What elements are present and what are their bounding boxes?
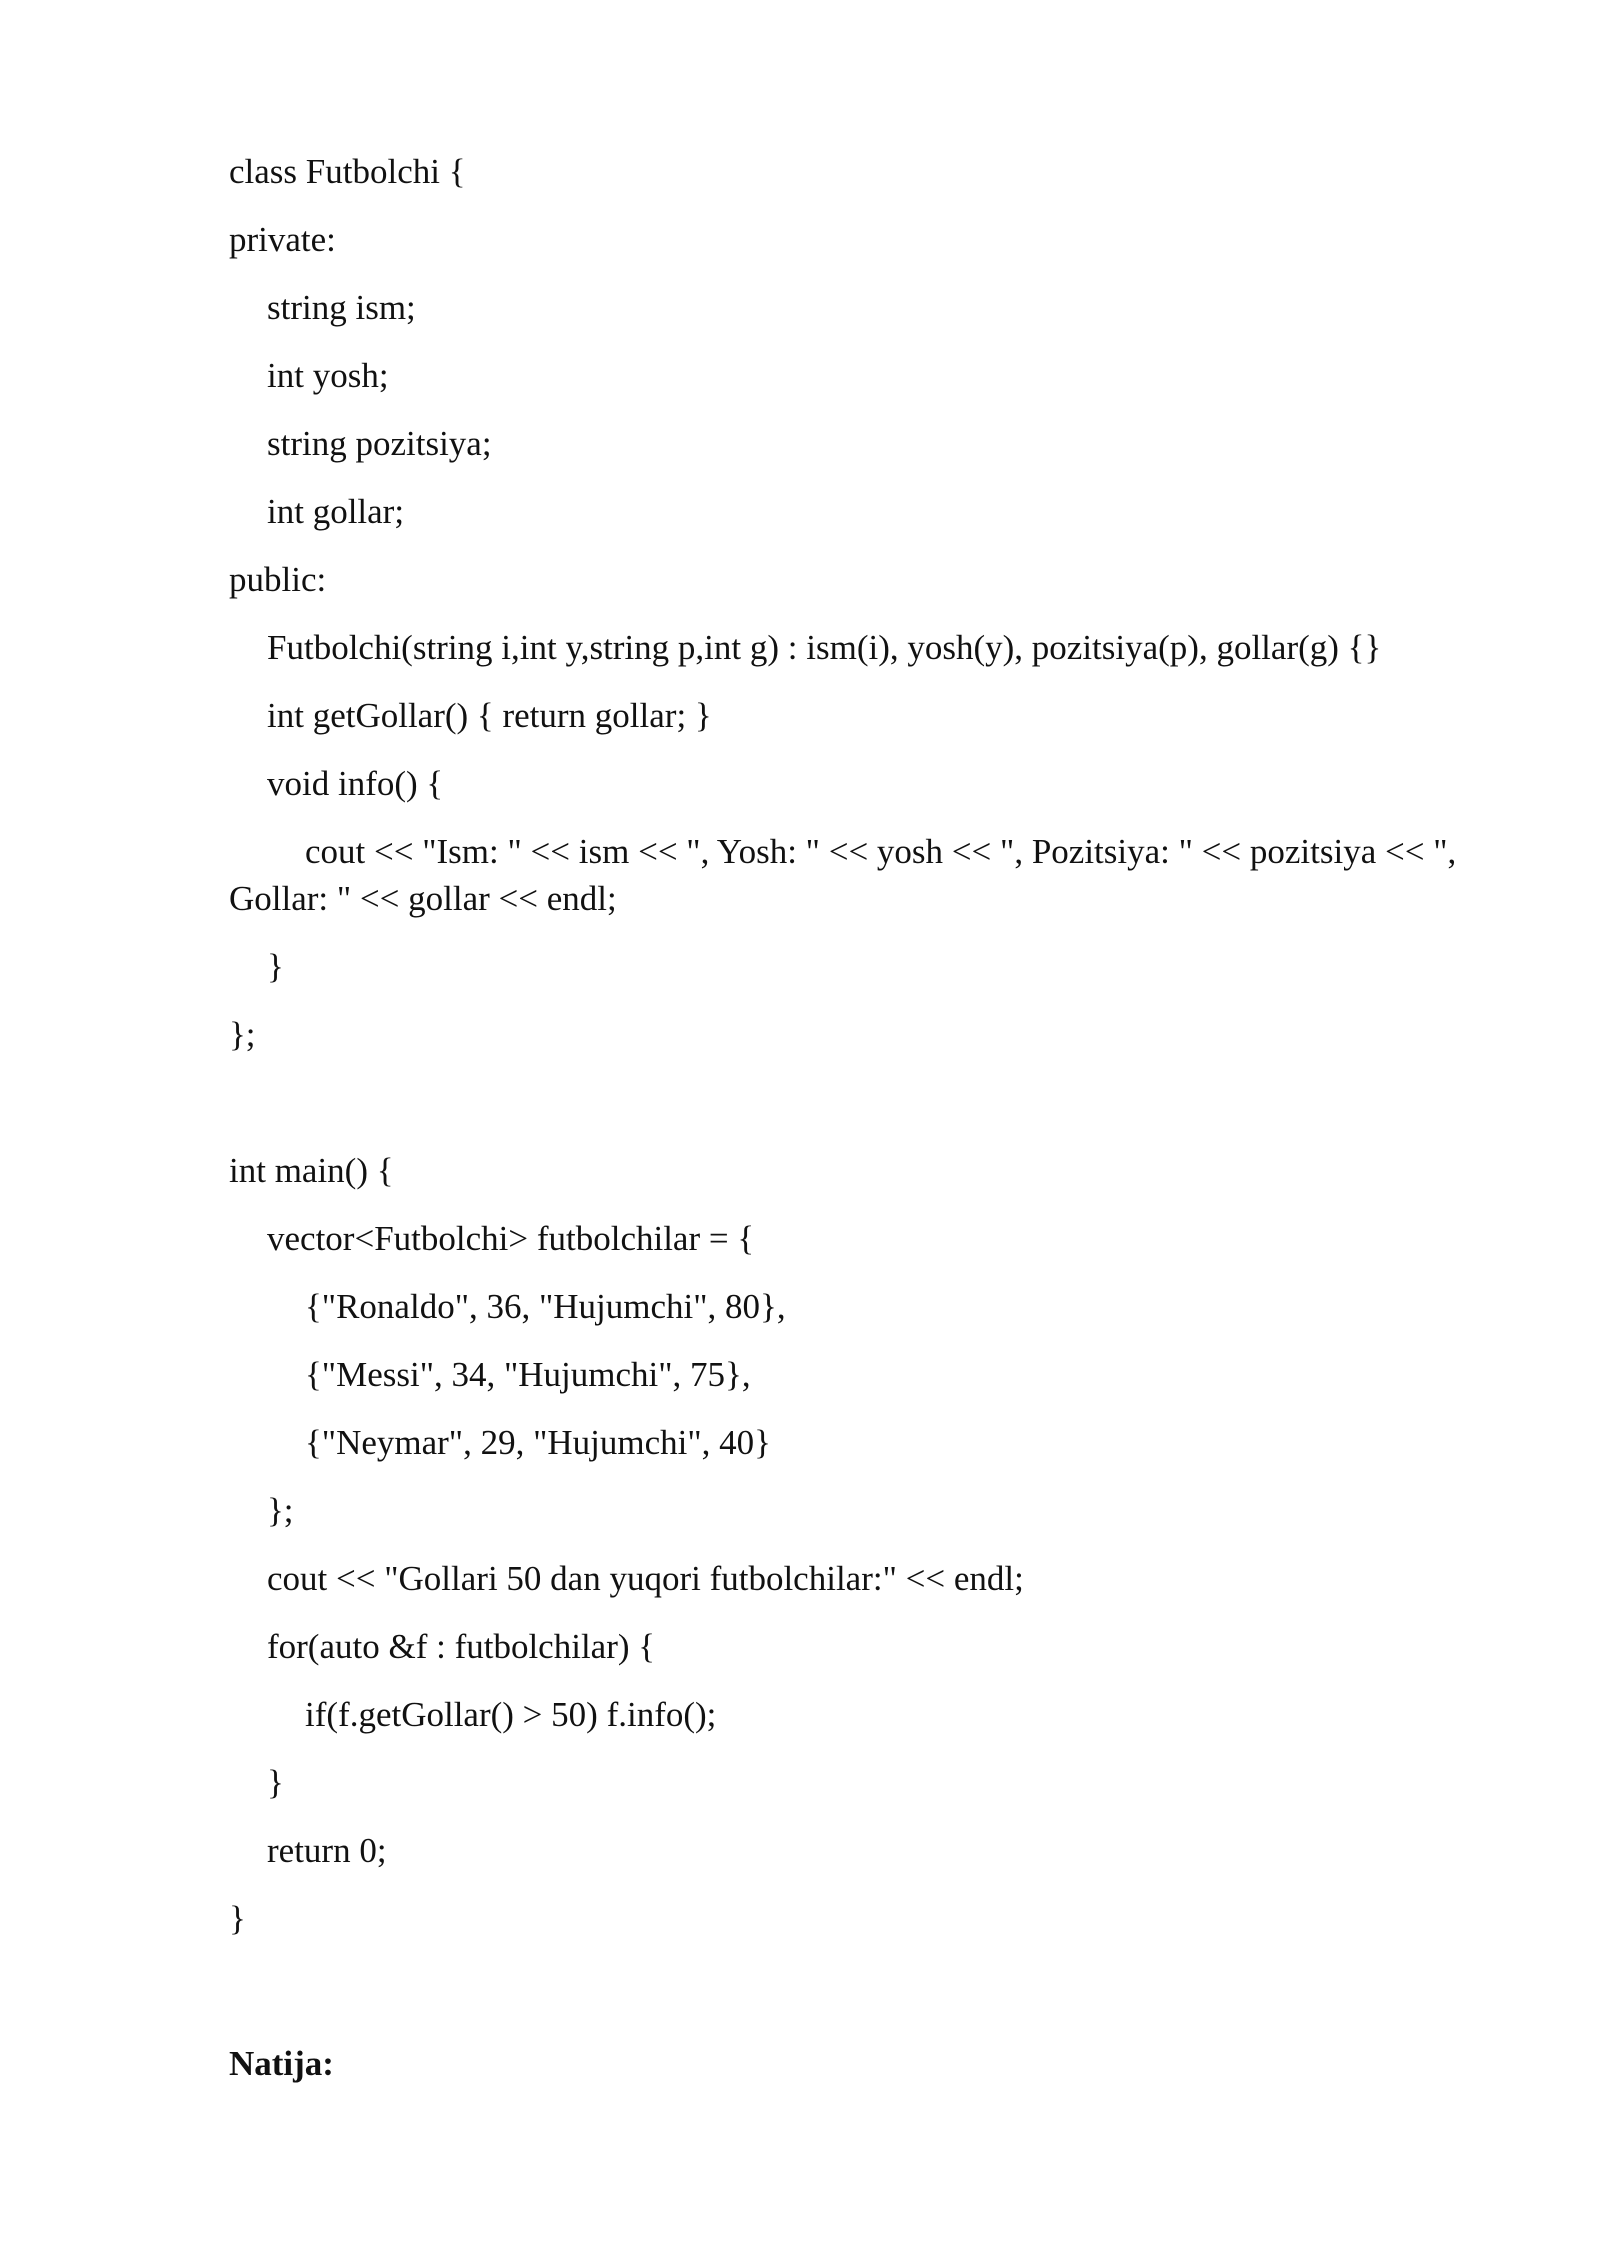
code-line: cout << "Gollari 50 dan yuqori futbolchilar:" << endl; — [267, 1559, 1024, 1598]
code-line: int yosh; — [267, 356, 389, 395]
code-line: int getGollar() { return gollar; } — [267, 696, 712, 735]
code-line-blank — [229, 1079, 1469, 1126]
code-line: cout << "Ism: " << ism << ", Yosh: " << yosh << ", Pozitsiya: " << pozitsiya << ", Gollar: " << gollar << endl; — [229, 832, 1466, 918]
code-line: } — [267, 947, 284, 986]
code-line: string pozitsiya; — [267, 424, 492, 463]
code-line: void info() { — [267, 764, 444, 803]
code-line: {"Neymar", 29, "Hujumchi", 40} — [305, 1423, 771, 1462]
code-line: for(auto &f : futbolchilar) { — [267, 1627, 656, 1666]
code-line: vector<Futbolchi> futbolchilar = { — [267, 1219, 755, 1258]
code-line: public: — [229, 560, 327, 599]
code-line: }; — [267, 1491, 294, 1530]
code-line: }; — [229, 1015, 256, 1054]
code-line: int main() { — [229, 1151, 394, 1190]
code-line: class Futbolchi { — [229, 152, 466, 191]
code-listing — [229, 148, 1469, 1963]
code-line: {"Messi", 34, "Hujumchi", 75}, — [305, 1355, 751, 1394]
code-line: int gollar; — [267, 492, 405, 531]
code-line: } — [229, 1899, 246, 1938]
code-line: private: — [229, 220, 336, 259]
code-line: if(f.getGollar() > 50) f.info(); — [305, 1695, 717, 1734]
code-line: Futbolchi(string i,int y,string p,int g) : ism(i), yosh(y), pozitsiya(p), gollar(g) {} — [267, 628, 1382, 667]
code-line: } — [267, 1763, 284, 1802]
code-line: return 0; — [267, 1831, 387, 1870]
code-line: string ism; — [267, 288, 416, 327]
result-heading: Natija: — [229, 2044, 334, 2083]
code-line: {"Ronaldo", 36, "Hujumchi", 80}, — [305, 1287, 786, 1326]
